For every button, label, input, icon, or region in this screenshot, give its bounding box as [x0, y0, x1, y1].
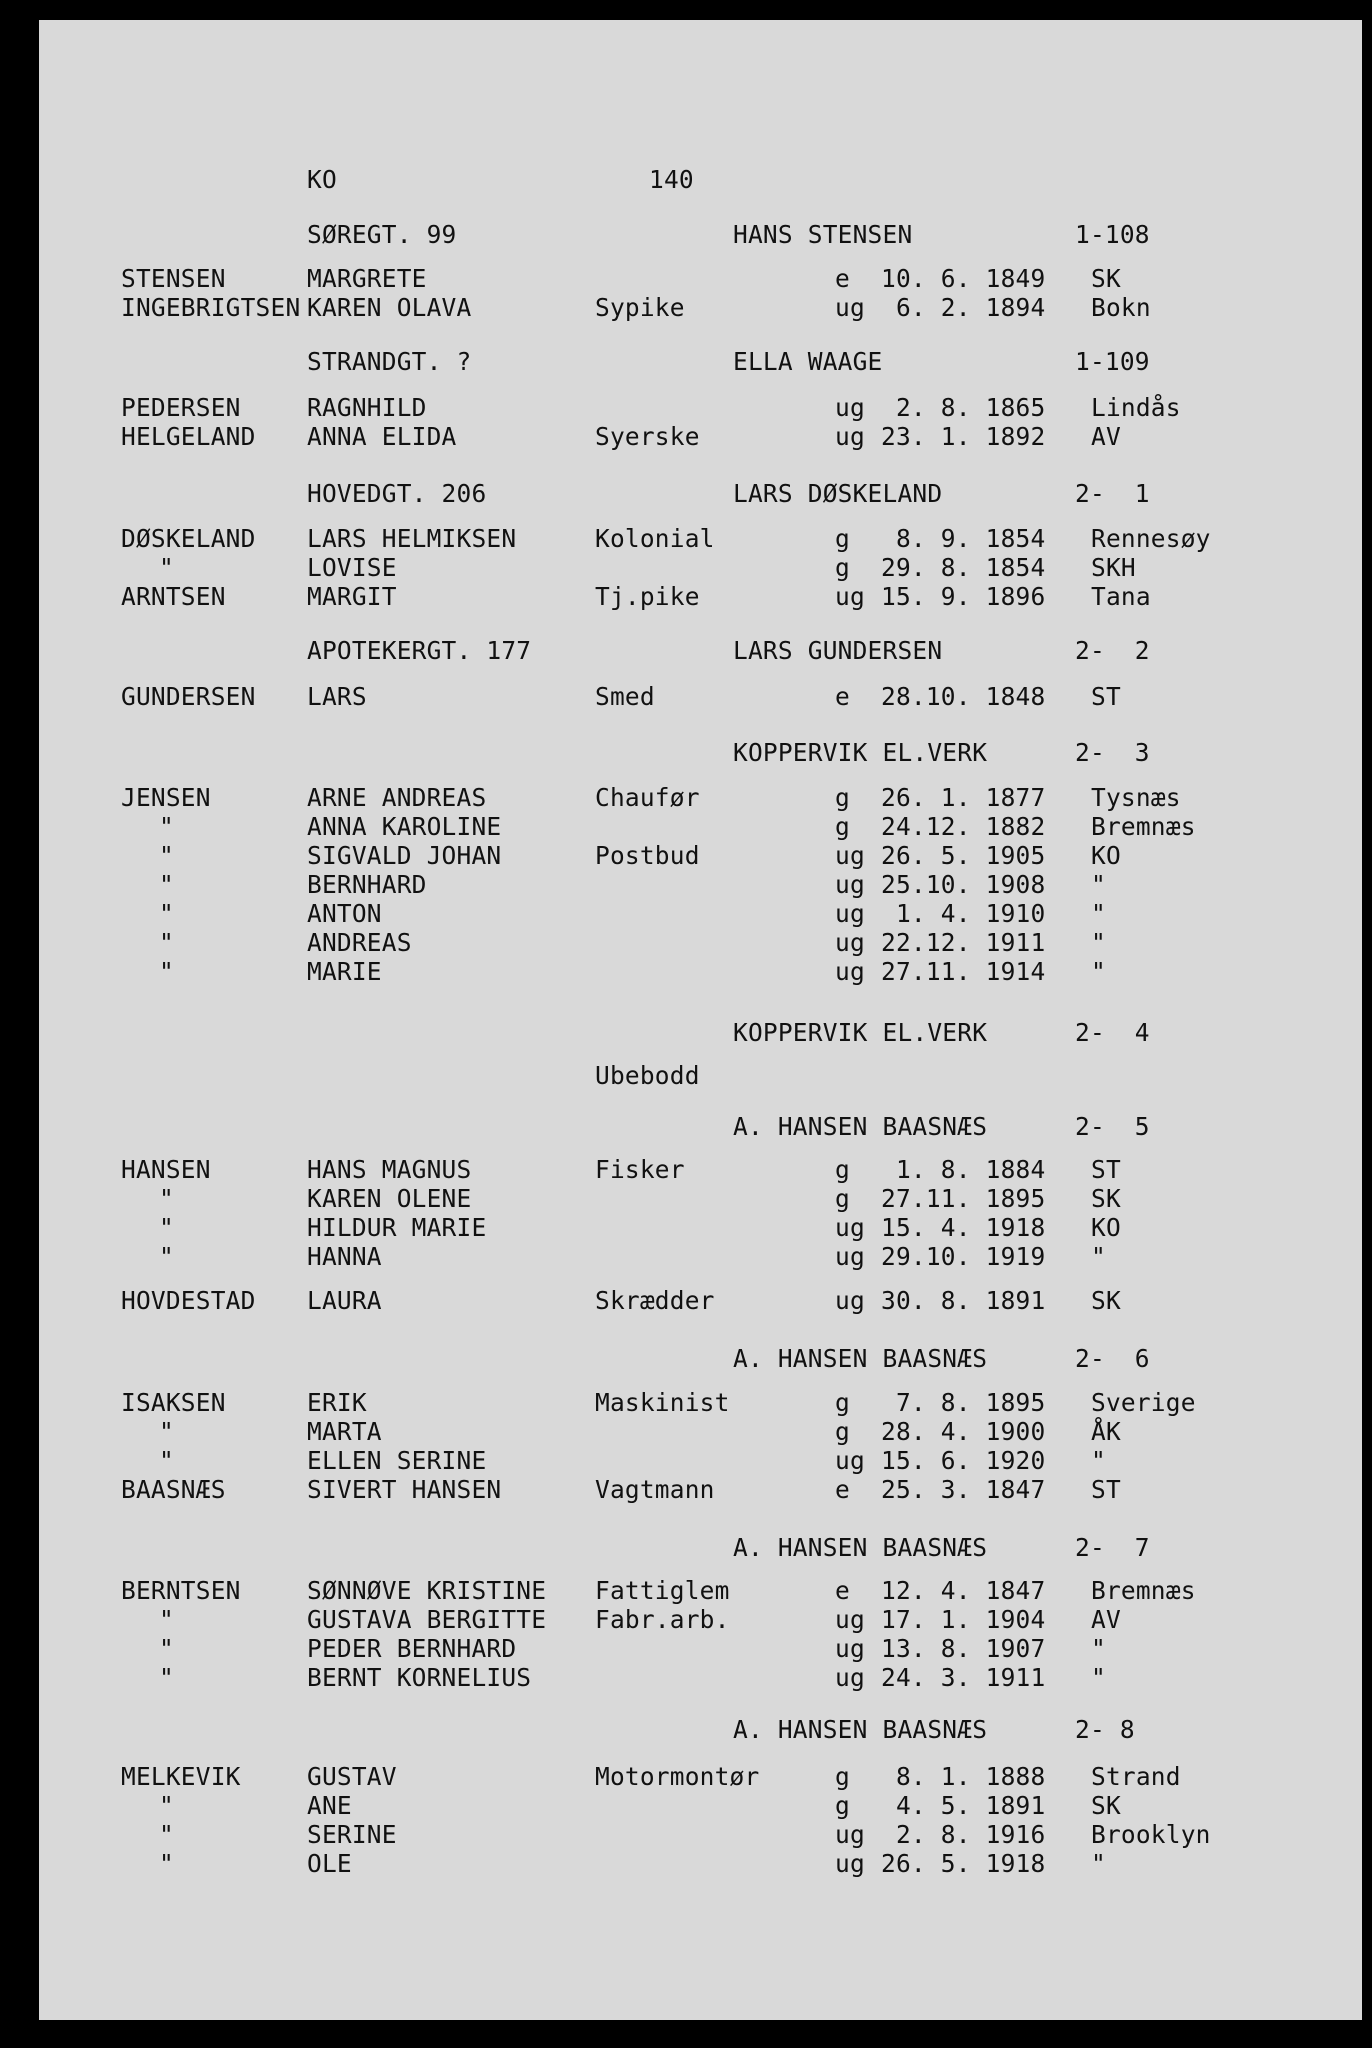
person-birthplace: SK — [1091, 264, 1121, 293]
person-given-name: SIVERT HANSEN — [307, 1475, 502, 1504]
block-code: 1-108 — [1075, 220, 1150, 249]
person-birth-date: 1. 4. 1910 — [881, 899, 1046, 928]
person-surname: STENSEN — [121, 264, 226, 293]
person-status: e — [835, 682, 850, 711]
person-birthplace: Bokn — [1091, 293, 1151, 322]
person-birth-date: 2. 8. 1916 — [881, 1820, 1046, 1849]
person-status: ug — [835, 422, 865, 451]
person-birthplace: KO — [1091, 1213, 1121, 1242]
person-birth-date: 15. 4. 1918 — [881, 1213, 1046, 1242]
person-birthplace: ÅK — [1091, 1417, 1121, 1446]
person-birth-date: 27.11. 1914 — [881, 957, 1046, 986]
person-surname: " — [159, 1184, 174, 1213]
person-occupation: Smed — [595, 682, 655, 711]
person-birthplace: " — [1091, 1634, 1106, 1663]
person-status: ug — [835, 1849, 865, 1878]
person-status: g — [835, 1388, 850, 1417]
person-given-name: ANNA KAROLINE — [307, 812, 502, 841]
person-birth-date: 2. 8. 1865 — [881, 393, 1046, 422]
person-birthplace: Rennesøy — [1091, 524, 1211, 553]
person-status: ug — [835, 1286, 865, 1315]
person-birth-date: 15. 9. 1896 — [881, 582, 1046, 611]
person-given-name: SØNNØVE KRISTINE — [307, 1576, 547, 1605]
block-address: STRANDGT. ? — [307, 347, 472, 376]
person-surname: " — [159, 870, 174, 899]
block-code: 2- 7 — [1075, 1533, 1150, 1562]
person-surname: " — [159, 899, 174, 928]
person-birth-date: 28. 4. 1900 — [881, 1417, 1046, 1446]
person-given-name: MARIE — [307, 957, 382, 986]
person-surname: PEDERSEN — [121, 393, 241, 422]
person-given-name: HANS MAGNUS — [307, 1155, 472, 1184]
block-owner: A. HANSEN BAASNÆS — [733, 1533, 988, 1562]
person-given-name: MARTA — [307, 1417, 382, 1446]
person-given-name: ERIK — [307, 1388, 367, 1417]
person-birthplace: Lindås — [1091, 393, 1181, 422]
person-birthplace: " — [1091, 1849, 1106, 1878]
person-given-name: LOVISE — [307, 553, 397, 582]
person-status: ug — [835, 1605, 865, 1634]
person-surname: " — [159, 1417, 174, 1446]
person-birthplace: AV — [1091, 422, 1121, 451]
person-surname: HOVDESTAD — [121, 1286, 256, 1315]
person-occupation: Fabr.arb. — [595, 1605, 730, 1634]
person-birthplace: " — [1091, 928, 1106, 957]
block-owner: A. HANSEN BAASNÆS — [733, 1715, 988, 1744]
person-birthplace: Tysnæs — [1091, 783, 1181, 812]
person-birth-date: 8. 1. 1888 — [881, 1762, 1046, 1791]
person-birthplace: SK — [1091, 1791, 1121, 1820]
person-occupation: Motormontør — [595, 1762, 760, 1791]
person-surname: " — [159, 1446, 174, 1475]
person-status: ug — [835, 928, 865, 957]
person-surname: " — [159, 1605, 174, 1634]
block-code: 2- 6 — [1075, 1344, 1150, 1373]
person-given-name: RAGNHILD — [307, 393, 427, 422]
block-owner: A. HANSEN BAASNÆS — [733, 1112, 988, 1141]
person-status: e — [835, 1576, 850, 1605]
person-birthplace: Sverige — [1091, 1388, 1196, 1417]
block-owner: LARS DØSKELAND — [733, 479, 943, 508]
person-status: ug — [835, 293, 865, 322]
person-given-name: BERNHARD — [307, 870, 427, 899]
person-birth-date: 25.10. 1908 — [881, 870, 1046, 899]
person-birth-date: 30. 8. 1891 — [881, 1286, 1046, 1315]
person-birthplace: Brooklyn — [1091, 1820, 1211, 1849]
block-owner: KOPPERVIK EL.VERK — [733, 738, 988, 767]
person-given-name: SERINE — [307, 1820, 397, 1849]
person-given-name: MARGIT — [307, 582, 397, 611]
person-status: g — [835, 812, 850, 841]
block-code: 2- 2 — [1075, 636, 1150, 665]
person-surname: BERNTSEN — [121, 1576, 241, 1605]
person-birth-date: 26. 1. 1877 — [881, 783, 1046, 812]
person-birthplace: SK — [1091, 1286, 1121, 1315]
block-code: 2- 8 — [1075, 1715, 1135, 1744]
person-given-name: KAREN OLENE — [307, 1184, 472, 1213]
person-birth-date: 27.11. 1895 — [881, 1184, 1046, 1213]
person-surname: " — [159, 1242, 174, 1271]
person-status: e — [835, 264, 850, 293]
person-status: ug — [835, 841, 865, 870]
person-surname: HELGELAND — [121, 422, 256, 451]
block-address: APOTEKERGT. 177 — [307, 636, 532, 665]
block-owner: LARS GUNDERSEN — [733, 636, 943, 665]
person-given-name: MARGRETE — [307, 264, 427, 293]
person-status: g — [835, 524, 850, 553]
page-number: 140 — [649, 165, 694, 194]
person-status: g — [835, 1791, 850, 1820]
person-status: ug — [835, 899, 865, 928]
person-surname: " — [159, 928, 174, 957]
person-birth-date: 4. 5. 1891 — [881, 1791, 1046, 1820]
person-given-name: BERNT KORNELIUS — [307, 1663, 532, 1692]
person-status: ug — [835, 1663, 865, 1692]
person-status: g — [835, 783, 850, 812]
header-left: KO — [307, 165, 337, 194]
person-birth-date: 24. 3. 1911 — [881, 1663, 1046, 1692]
person-status: ug — [835, 957, 865, 986]
person-occupation: Fisker — [595, 1155, 685, 1184]
block-note: Ubebodd — [595, 1061, 700, 1090]
person-occupation: Skrædder — [595, 1286, 715, 1315]
person-given-name: KAREN OLAVA — [307, 293, 472, 322]
person-given-name: ANNA ELIDA — [307, 422, 457, 451]
person-surname: HANSEN — [121, 1155, 211, 1184]
person-birthplace: ST — [1091, 682, 1121, 711]
person-surname: " — [159, 1213, 174, 1242]
person-surname: MELKEVIK — [121, 1762, 241, 1791]
person-surname: " — [159, 1820, 174, 1849]
person-birthplace: Strand — [1091, 1762, 1181, 1791]
person-surname: " — [159, 957, 174, 986]
person-birth-date: 1. 8. 1884 — [881, 1155, 1046, 1184]
person-birth-date: 28.10. 1848 — [881, 682, 1046, 711]
block-code: 2- 5 — [1075, 1112, 1150, 1141]
person-birth-date: 7. 8. 1895 — [881, 1388, 1046, 1417]
person-surname: " — [159, 1634, 174, 1663]
person-birth-date: 25. 3. 1847 — [881, 1475, 1046, 1504]
person-given-name: GUSTAV — [307, 1762, 397, 1791]
block-owner: ELLA WAAGE — [733, 347, 883, 376]
person-birthplace: " — [1091, 870, 1106, 899]
block-address: SØREGT. 99 — [307, 220, 457, 249]
person-birthplace: KO — [1091, 841, 1121, 870]
person-status: e — [835, 1475, 850, 1504]
person-given-name: PEDER BERNHARD — [307, 1634, 517, 1663]
person-birth-date: 26. 5. 1905 — [881, 841, 1046, 870]
person-given-name: LARS HELMIKSEN — [307, 524, 517, 553]
person-given-name: ARNE ANDREAS — [307, 783, 487, 812]
person-occupation: Vagtmann — [595, 1475, 715, 1504]
person-birth-date: 29. 8. 1854 — [881, 553, 1046, 582]
person-status: ug — [835, 870, 865, 899]
person-birthplace: Bremnæs — [1091, 812, 1196, 841]
person-status: ug — [835, 1242, 865, 1271]
person-given-name: OLE — [307, 1849, 352, 1878]
person-occupation: Postbud — [595, 841, 700, 870]
person-status: g — [835, 1184, 850, 1213]
person-occupation: Sypike — [595, 293, 685, 322]
person-birth-date: 23. 1. 1892 — [881, 422, 1046, 451]
person-surname: " — [159, 553, 174, 582]
person-birth-date: 22.12. 1911 — [881, 928, 1046, 957]
block-owner: HANS STENSEN — [733, 220, 913, 249]
person-birth-date: 12. 4. 1847 — [881, 1576, 1046, 1605]
person-occupation: Maskinist — [595, 1388, 730, 1417]
person-surname: GUNDERSEN — [121, 682, 256, 711]
person-birthplace: Bremnæs — [1091, 1576, 1196, 1605]
person-surname: ISAKSEN — [121, 1388, 226, 1417]
person-occupation: Tj.pike — [595, 582, 700, 611]
person-birthplace: " — [1091, 1242, 1106, 1271]
person-status: ug — [835, 1820, 865, 1849]
person-birthplace: ST — [1091, 1155, 1121, 1184]
person-status: ug — [835, 1634, 865, 1663]
person-surname: JENSEN — [121, 783, 211, 812]
person-surname: " — [159, 841, 174, 870]
person-occupation: Kolonial — [595, 524, 715, 553]
person-status: ug — [835, 1213, 865, 1242]
person-birth-date: 13. 8. 1907 — [881, 1634, 1046, 1663]
person-surname: BAASNÆS — [121, 1475, 226, 1504]
person-given-name: LARS — [307, 682, 367, 711]
person-birth-date: 17. 1. 1904 — [881, 1605, 1046, 1634]
person-surname: " — [159, 1849, 174, 1878]
block-owner: KOPPERVIK EL.VERK — [733, 1018, 988, 1047]
person-surname: " — [159, 812, 174, 841]
person-birthplace: AV — [1091, 1605, 1121, 1634]
person-status: ug — [835, 1446, 865, 1475]
person-given-name: ANTON — [307, 899, 382, 928]
person-birth-date: 26. 5. 1918 — [881, 1849, 1046, 1878]
block-owner: A. HANSEN BAASNÆS — [733, 1344, 988, 1373]
person-surname: " — [159, 1791, 174, 1820]
person-birthplace: " — [1091, 899, 1106, 928]
person-status: ug — [835, 582, 865, 611]
block-code: 1-109 — [1075, 347, 1150, 376]
person-birthplace: " — [1091, 1446, 1106, 1475]
person-surname: DØSKELAND — [121, 524, 256, 553]
person-status: g — [835, 1155, 850, 1184]
person-status: g — [835, 553, 850, 582]
person-given-name: HILDUR MARIE — [307, 1213, 487, 1242]
person-occupation: Fattiglem — [595, 1576, 730, 1605]
person-birthplace: ST — [1091, 1475, 1121, 1504]
block-address: HOVEDGT. 206 — [307, 479, 487, 508]
person-given-name: ANDREAS — [307, 928, 412, 957]
person-given-name: ELLEN SERINE — [307, 1446, 487, 1475]
block-code: 2- 3 — [1075, 738, 1150, 767]
person-surname: INGEBRIGTSEN — [121, 293, 301, 322]
person-birth-date: 24.12. 1882 — [881, 812, 1046, 841]
person-given-name: LAURA — [307, 1286, 382, 1315]
person-birthplace: " — [1091, 957, 1106, 986]
person-birth-date: 8. 9. 1854 — [881, 524, 1046, 553]
person-surname: ARNTSEN — [121, 582, 226, 611]
person-given-name: SIGVALD JOHAN — [307, 841, 502, 870]
person-birthplace: Tana — [1091, 582, 1151, 611]
person-given-name: GUSTAVA BERGITTE — [307, 1605, 547, 1634]
person-birthplace: SK — [1091, 1184, 1121, 1213]
person-status: ug — [835, 393, 865, 422]
person-status: g — [835, 1417, 850, 1446]
person-birth-date: 6. 2. 1894 — [881, 293, 1046, 322]
person-given-name: ANE — [307, 1791, 352, 1820]
block-code: 2- 4 — [1075, 1018, 1150, 1047]
person-given-name: HANNA — [307, 1242, 382, 1271]
person-occupation: Syerske — [595, 422, 700, 451]
person-birth-date: 29.10. 1919 — [881, 1242, 1046, 1271]
block-code: 2- 1 — [1075, 479, 1150, 508]
person-birth-date: 10. 6. 1849 — [881, 264, 1046, 293]
person-status: g — [835, 1762, 850, 1791]
person-birthplace: " — [1091, 1663, 1106, 1692]
person-surname: " — [159, 1663, 174, 1692]
person-birth-date: 15. 6. 1920 — [881, 1446, 1046, 1475]
person-birthplace: SKH — [1091, 553, 1136, 582]
person-occupation: Chaufør — [595, 783, 700, 812]
